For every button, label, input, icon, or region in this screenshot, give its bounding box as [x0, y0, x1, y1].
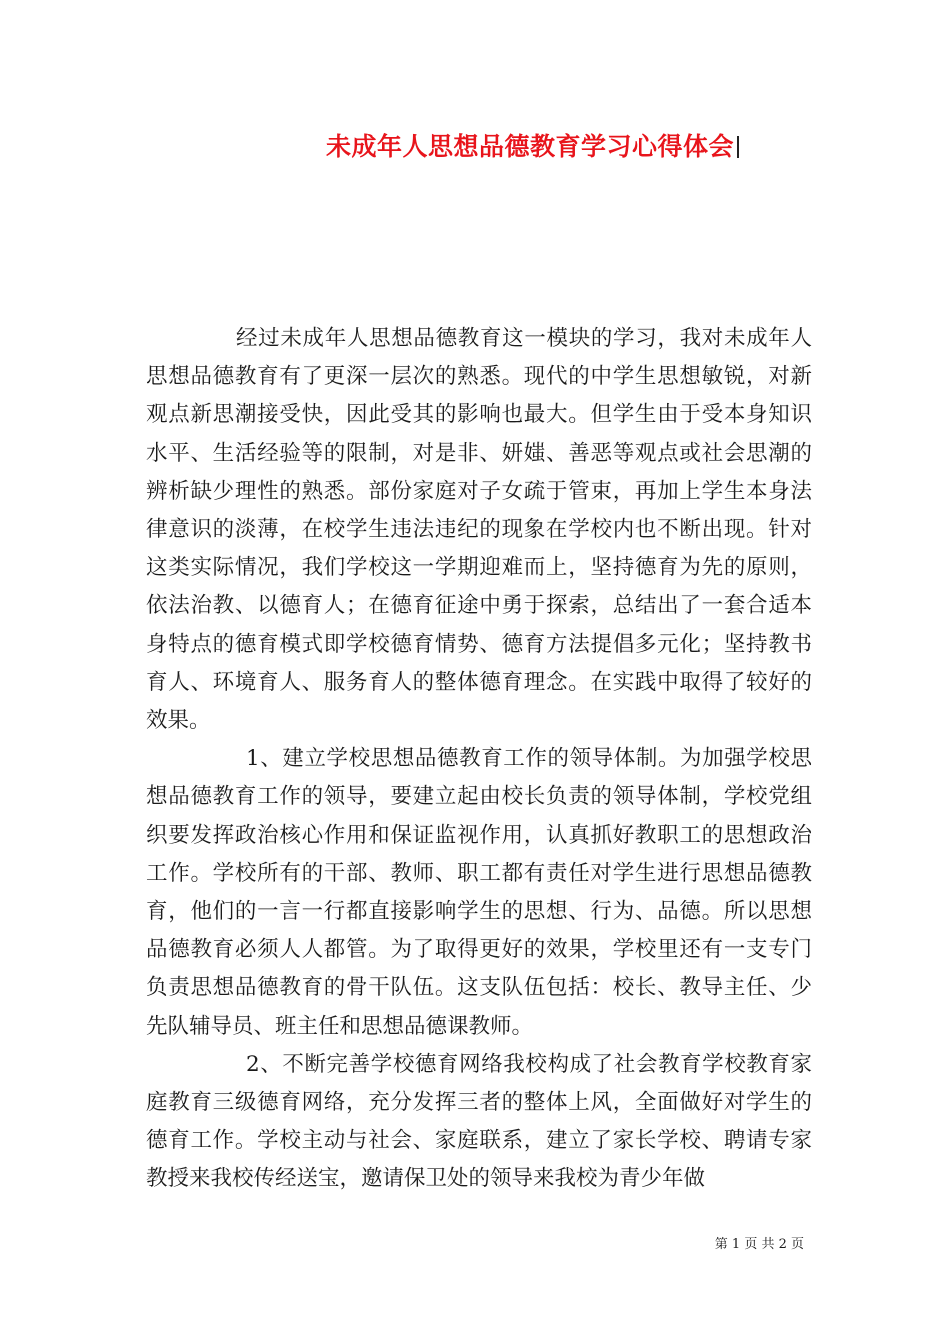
paragraph-point-1: 1、建立学校思想品德教育工作的领导体制。为加强学校思想品德教育工作的领导，要建立起由校长负责的领导体制，学校党组织要发挥政治核心作用和保证监视作用，认真抓好教职工的思想政治工作。学校所有的干部、教师、职工都有责任对学生进行思想品德教育，他们的一言一行都直接影响学生的思想、行为、品德。所以思想品德教育必须人人都管。为了取得更好的效果，学校里还有一支专门负责思想品德教育的骨干队伍。这支队伍包括：校长、教导主任、少先队辅导员、班主任和思想品德课教师。: [146, 746, 812, 1039]
document-title: [326, 131, 826, 163]
text-cursor: [737, 136, 739, 158]
document-body: [146, 320, 812, 1199]
document-title-text: 未成年人思想品德教育学习心得体会: [326, 132, 735, 161]
page-number-footer: 第 1 页 共 2 页: [714, 1237, 804, 1252]
paragraph-point-2: 2、不断完善学校德育网络我校构成了社会教育学校教育家庭教育三级德育网络，充分发挥三者的整体上风，全面做好对学生的德育工作。学校主动与社会、家庭联系，建立了家长学校、聘请专家教授来我校传经送宝，邀请保卫处的领导来我校为青少年做: [146, 1051, 812, 1192]
paragraph-intro: 经过未成年人思想品德教育这一模块的学习，我对未成年人思想品德教育有了更深一层次的熟悉。现代的中学生思想敏锐，对新观点新思潮接受快，因此受其的影响也最大。但学生由于受本身知识水平、生活经验等的限制，对是非、妍媸、善恶等观点或社会思潮的辨析缺少理性的熟悉。部份家庭对子女疏于管束，再加上学生本身法律意识的淡薄，在校学生违法违纪的现象在学校内也不断出现。针对这类实际情况，我们学校这一学期迎难而上，坚持德育为先的原则，依法治教、以德育人；在德育征途中勇于探索，总结出了一套合适本身特点的德育模式即学校德育情势、德育方法提倡多元化；坚持教书育人、环境育人、服务育人的整体德育理念。在实践中取得了较好的效果。: [146, 326, 812, 734]
